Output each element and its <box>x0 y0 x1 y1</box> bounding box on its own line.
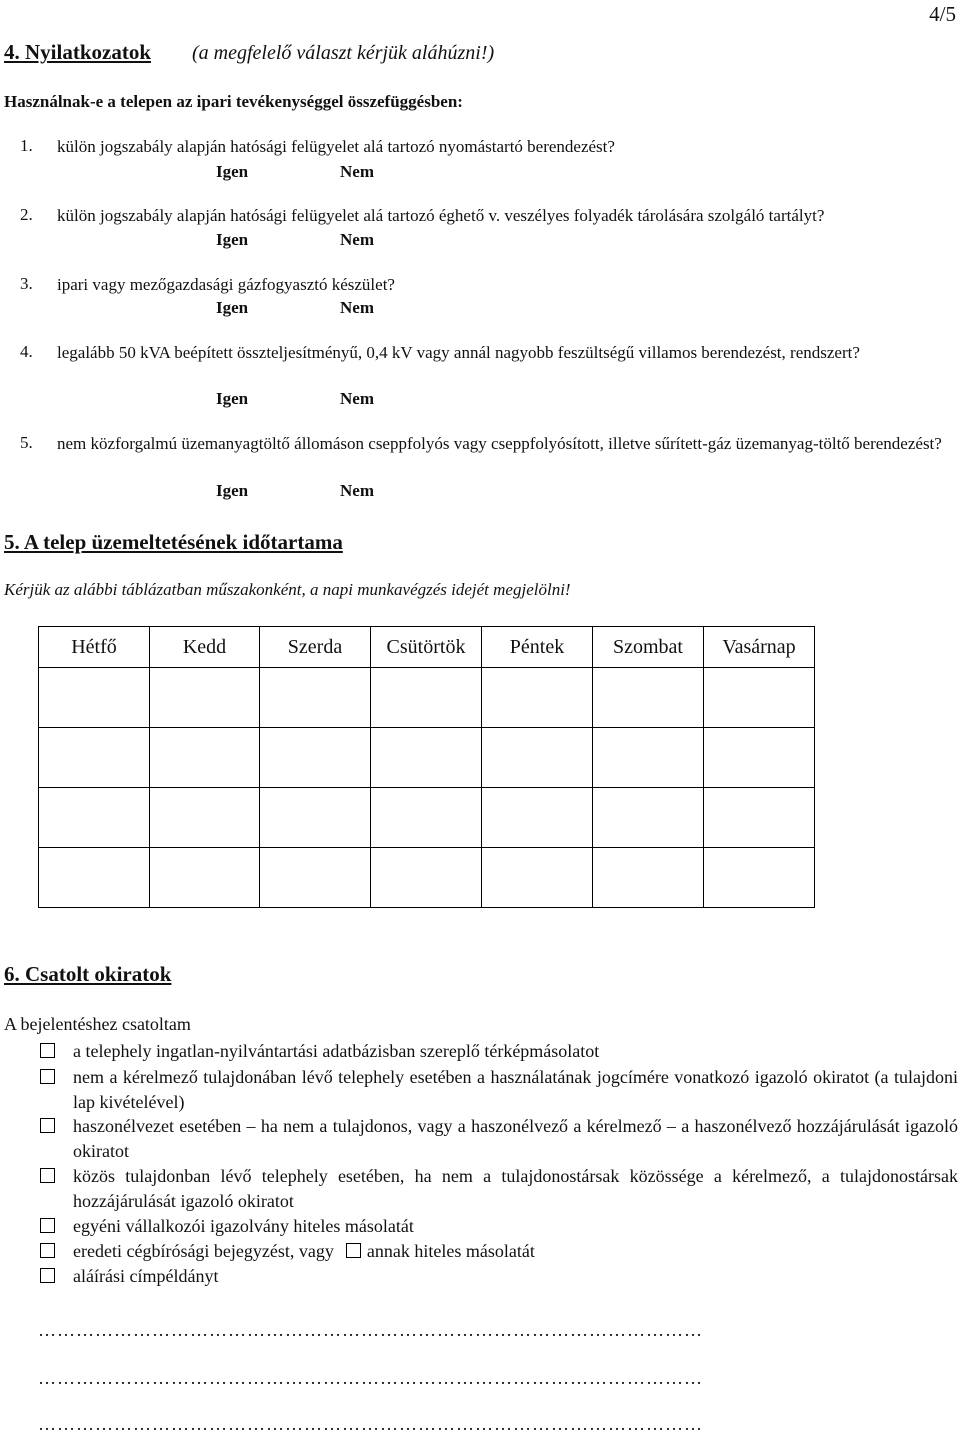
day-header-tuesday: Kedd <box>150 627 260 668</box>
question-number: 5. <box>20 433 33 452</box>
section4-title: 4. Nyilatkozatok <box>4 40 151 64</box>
day-header-friday: Péntek <box>482 627 593 668</box>
day-header-monday: Hétfő <box>39 627 150 668</box>
day-header-wednesday: Szerda <box>260 627 371 668</box>
schedule-cell[interactable] <box>371 788 482 848</box>
schedule-cell[interactable] <box>482 668 593 728</box>
checkbox[interactable] <box>40 1243 55 1258</box>
schedule-cell[interactable] <box>704 788 815 848</box>
question-text: külön jogszabály alapján hatósági felügyelet alá tartozó nyomástartó berendezést? <box>57 137 615 156</box>
schedule-cell[interactable] <box>593 788 704 848</box>
schedule-cell[interactable] <box>704 728 815 788</box>
attachment-label: eredeti cégbírósági bejegyzést, vagy <box>73 1241 334 1261</box>
question-text: külön jogszabály alapján hatósági felügyelet alá tartozó éghető v. veszélyes folyadék tárolására szolgáló tartályt? <box>57 206 825 225</box>
schedule-cell[interactable] <box>593 728 704 788</box>
checkbox[interactable] <box>40 1268 55 1283</box>
schedule-row-shift-2 <box>39 728 815 788</box>
question-text: nem közforgalmú üzemanyagtöltő állomáson cseppfolyós vagy cseppfolyósított, illetve sűrített-gáz üzemanyag-töltő berendezést? <box>57 434 942 453</box>
schedule-cell[interactable] <box>260 788 371 848</box>
schedule-cell[interactable] <box>39 788 150 848</box>
checkbox[interactable] <box>40 1168 55 1183</box>
answer-yes-4[interactable]: Igen <box>216 389 249 408</box>
question-text: ipari vagy mezőgazdasági gázfogyasztó készület? <box>57 275 395 294</box>
fill-line-1: …………………………………………………………………………………………… <box>38 1320 703 1340</box>
schedule-cell[interactable] <box>39 848 150 908</box>
schedule-cell[interactable] <box>704 668 815 728</box>
attachment-label-row <box>73 1239 958 1264</box>
page-number: 4/5 <box>929 2 956 26</box>
attachment-label: nem a kérelmező tulajdonában lévő telephely esetében a használatának jogcímére vonatkozó igazoló okiratot (a tulajdoni lap kivételével) <box>73 1067 958 1112</box>
schedule-cell[interactable] <box>150 668 260 728</box>
schedule-cell[interactable] <box>482 788 593 848</box>
answer-yes-1[interactable]: Igen <box>216 162 249 181</box>
section6-intro: A bejelentéshez csatoltam <box>4 1014 191 1034</box>
answer-no-3[interactable]: Nem <box>340 298 374 317</box>
section4-intro: Használnak-e a telepen az ipari tevékenységgel összefüggésben: <box>4 92 463 111</box>
answer-no-1[interactable]: Nem <box>340 162 374 181</box>
schedule-row-shift-4 <box>39 848 815 908</box>
schedule-cell[interactable] <box>482 728 593 788</box>
checkbox[interactable] <box>40 1069 55 1084</box>
attachment-label: közös tulajdonban lévő telephely esetében, ha nem a tulajdonostársak közössége a kérelmező, a tulajdonostársak hozzájárulását igazoló okiratot <box>73 1166 958 1211</box>
schedule-cell[interactable] <box>371 728 482 788</box>
schedule-cell[interactable] <box>593 668 704 728</box>
schedule-cell[interactable] <box>704 848 815 908</box>
schedule-cell[interactable] <box>39 668 150 728</box>
question-number: 1. <box>20 136 33 155</box>
section5-subtitle: Kérjük az alábbi táblázatban műszakonként, a napi munkavégzés idejét megjelölni! <box>4 580 571 599</box>
schedule-cell[interactable] <box>150 728 260 788</box>
section6-title: 6. Csatolt okiratok <box>4 962 172 986</box>
answer-no-2[interactable]: Nem <box>340 230 374 249</box>
attachment-label: haszonélvezet esetében – ha nem a tulajdonos, vagy a haszonélvező a kérelmező – a haszonélvező hozzájárulását igazoló okiratot <box>73 1116 958 1161</box>
day-header-saturday: Szombat <box>593 627 704 668</box>
schedule-table <box>38 626 815 908</box>
schedule-row-shift-3 <box>39 788 815 848</box>
day-header-thursday: Csütörtök <box>371 627 482 668</box>
attachment-label: a telephely ingatlan-nyilvántartási adatbázisban szereplő térképmásolatot <box>73 1041 600 1061</box>
answer-no-4[interactable]: Nem <box>340 389 374 408</box>
attachment-label-alt: annak hiteles másolatát <box>366 1241 535 1261</box>
fill-line-3: …………………………………………………………………………………………… <box>38 1414 703 1434</box>
day-header-sunday: Vasárnap <box>704 627 815 668</box>
section4-note: (a megfelelő választ kérjük aláhúzni!) <box>192 42 495 64</box>
question-number: 3. <box>20 274 33 293</box>
section5-title: 5. A telep üzemeltetésének időtartama <box>4 530 343 554</box>
attachment-label: egyéni vállalkozói igazolvány hiteles másolatát <box>73 1216 414 1236</box>
answer-no-5[interactable]: Nem <box>340 481 374 500</box>
schedule-cell[interactable] <box>482 848 593 908</box>
schedule-cell[interactable] <box>371 668 482 728</box>
checkbox[interactable] <box>40 1218 55 1233</box>
question-text: legalább 50 kVA beépített összteljesítményű, 0,4 kV vagy annál nagyobb feszültségű villamos berendezést, rendszert? <box>57 343 860 362</box>
checkbox[interactable] <box>40 1043 55 1058</box>
schedule-cell[interactable] <box>150 788 260 848</box>
schedule-cell[interactable] <box>150 848 260 908</box>
schedule-cell[interactable] <box>260 668 371 728</box>
schedule-cell[interactable] <box>260 728 371 788</box>
schedule-cell[interactable] <box>593 848 704 908</box>
answer-yes-2[interactable]: Igen <box>216 230 249 249</box>
schedule-cell[interactable] <box>260 848 371 908</box>
schedule-header-row <box>39 627 815 668</box>
checkbox[interactable] <box>40 1118 55 1133</box>
attachment-label: aláírási címpéldányt <box>73 1266 219 1286</box>
question-number: 2. <box>20 205 33 224</box>
answer-yes-5[interactable]: Igen <box>216 481 249 500</box>
fill-line-2: …………………………………………………………………………………………… <box>38 1368 703 1388</box>
schedule-cell[interactable] <box>371 848 482 908</box>
question-number: 4. <box>20 342 33 361</box>
checkbox-alt[interactable] <box>346 1243 361 1258</box>
schedule-row-shift-1 <box>39 668 815 728</box>
schedule-cell[interactable] <box>39 728 150 788</box>
answer-yes-3[interactable]: Igen <box>216 298 249 317</box>
